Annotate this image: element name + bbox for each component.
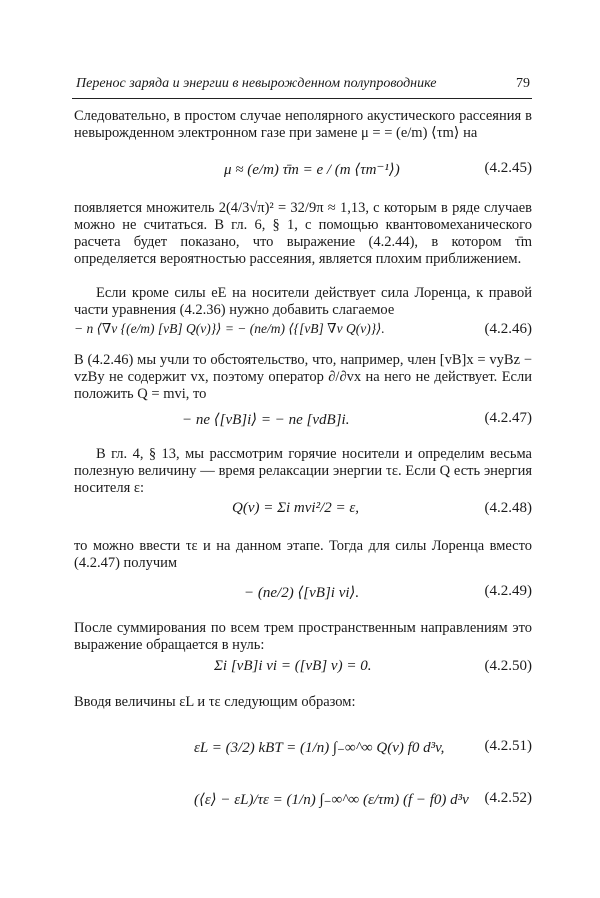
page-number: 79 xyxy=(516,76,530,91)
equation-formula: − ne ⟨[vB]i⟩ = − ne [vdB]i. xyxy=(182,412,350,428)
equation-4-2-51 xyxy=(74,738,532,760)
equation-4-2-45 xyxy=(74,160,532,182)
paragraph-7: После суммирования по всем трем пространственным направлениям это выражение обращается в нуль: xyxy=(74,620,532,653)
equation-formula: (⟨ε⟩ − εL)/τε = (1/n) ∫₋∞^∞ (ε/τm) (f − f0) d³v xyxy=(194,792,469,808)
equation-formula: εL = (3/2) kBT = (1/n) ∫₋∞^∞ Q(v) f0 d³v, xyxy=(194,740,445,756)
equation-number: (4.2.50) xyxy=(484,658,532,674)
equation-4-2-47 xyxy=(74,410,532,432)
equation-number: (4.2.47) xyxy=(484,410,532,426)
equation-number: (4.2.49) xyxy=(484,583,532,599)
running-title: Перенос заряда и энергии в невырожденном полупроводнике xyxy=(76,76,437,91)
equation-number: (4.2.45) xyxy=(484,160,532,176)
paragraph-8: Вводя величины εL и τε следующим образом: xyxy=(74,694,356,710)
equation-number: (4.2.52) xyxy=(484,790,532,806)
equation-number: (4.2.48) xyxy=(484,500,532,516)
paragraph-2: появляется множитель 2(4/3√π)² = 32/9π ≈ 1,13, с которым в ряде случаев можно не считаться. В гл. 6, § 1, с помощью квантовомеханического расчета будет показано, что выражение (4.2.44), в котором τ̄m определяется вероятностью рассеяния, является плохим приближением. xyxy=(74,200,532,267)
header-rule xyxy=(72,98,532,99)
paragraph-6: то можно ввести τε и на данном этапе. Тогда для силы Лоренца вместо (4.2.47) получим xyxy=(74,538,532,571)
equation-formula: Q(v) = Σi mvi²/2 = ε, xyxy=(232,500,360,516)
equation-formula: Σi [vB]i vi = ([vB] v) = 0. xyxy=(214,658,372,674)
equation-4-2-52 xyxy=(74,790,532,812)
equation-number: (4.2.51) xyxy=(484,738,532,754)
paragraph-3: Если кроме силы eE на носители действует сила Лоренца, к правой части уравнения (4.2.36) нужно добавить слагаемое xyxy=(74,285,532,318)
equation-4-2-49 xyxy=(74,583,532,605)
paragraph-4: В (4.2.46) мы учли то обстоятельство, что, например, член [vB]x = vyBz − vzBy не содержит vx, поэтому оператор ∂/∂vx на него не действует. Если положить Q = mvi, то xyxy=(74,352,532,402)
equation-formula: μ ≈ (e/m) τ̄m = e / (m ⟨τm⁻¹⟩) xyxy=(224,162,400,178)
equation-4-2-48 xyxy=(74,500,532,522)
equation-formula: − (ne/2) ⟨[vB]i vi⟩. xyxy=(244,585,360,601)
equation-4-2-46 xyxy=(74,321,532,343)
equation-4-2-50 xyxy=(74,658,532,680)
equation-number: (4.2.46) xyxy=(484,321,532,337)
paragraph-1: Следовательно, в простом случае неполярного акустического рассеяния в невырожденном электронном газе при замене μ = = (e/m) ⟨τm⟩ на xyxy=(74,108,532,141)
equation-formula: − n ⟨∇v {(e/m) [vB] Q(v)}⟩ = − (ne/m) ⟨{[vB] ∇v Q(v)}⟩. xyxy=(74,321,385,336)
paragraph-5: В гл. 4, § 13, мы рассмотрим горячие носители и определим весьма полезную величину — время релаксации энергии τε. Если Q есть энергия носителя ε: xyxy=(74,446,532,496)
